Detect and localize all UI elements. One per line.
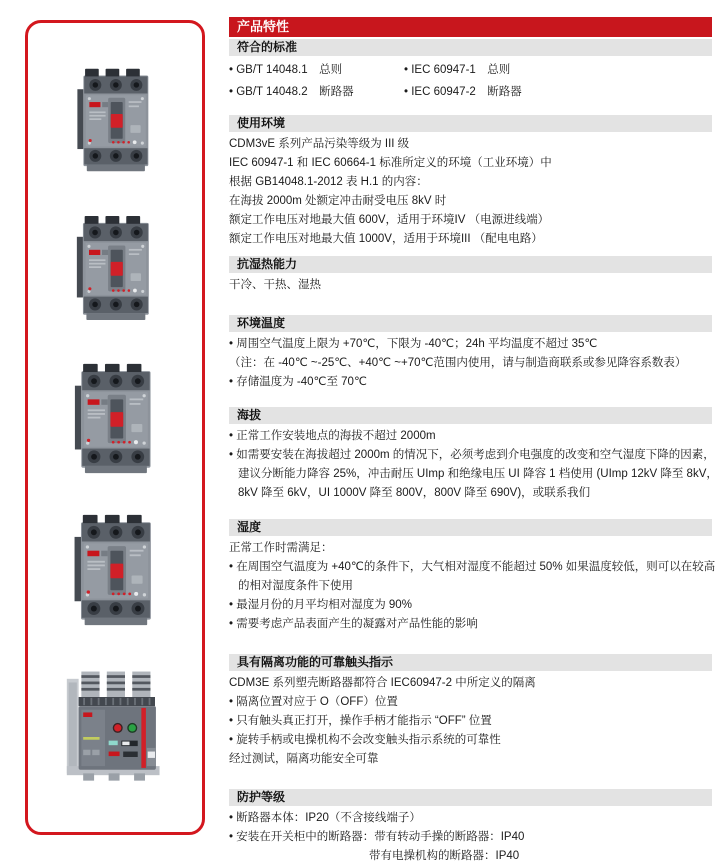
section-body-humidity (229, 536, 716, 634)
text-line: 经过测试，隔离功能安全可靠 (229, 753, 379, 765)
standard-item: • IEC 60947-2 断路器 (404, 86, 522, 98)
section-heading-damp-heat: 抗湿热能力 (229, 256, 712, 273)
text-line: 额定工作电压对地最大值 1000V，适用于环境III （配电电路） (229, 233, 543, 245)
section-body-protection (229, 806, 712, 866)
product-image-acb (65, 666, 165, 788)
product-image-mccb-2 (76, 212, 154, 324)
standard-item: • GB/T 14048.2 断路器 (229, 86, 354, 98)
text-line: 建议分断能力降容 25%，冲击耐压 UImp 和绝缘电压 UI 降容 1 档使用 (UImp 12kV 降至 8kV， (238, 468, 718, 480)
text-line: （注：在 -40℃ ~-25℃、+40℃ ~+70℃范围内使用，请与制造商联系或参见降容系数表） (229, 357, 687, 369)
text-line: • 隔离位置对应于 O（OFF）位置 (229, 696, 398, 708)
standard-item: • GB/T 14048.1 总则 (229, 64, 343, 76)
standards-row (229, 81, 712, 103)
product-image-panel (25, 20, 205, 835)
text-line: CDM3vE 系列产品污染等级为 III 级 (229, 138, 410, 150)
text-line: • 只有触头真正打开，操作手柄才能指示 “OFF” 位置 (229, 715, 492, 727)
section-heading-ambient-temperature: 环境温度 (229, 315, 712, 332)
section-heading-humidity: 湿度 (229, 519, 712, 536)
section-heading-protection: 防护等级 (229, 789, 712, 806)
text-line: IEC 60947-1 和 IEC 60664-1 标准所定义的环境（工业环境）中 (229, 157, 552, 169)
text-line: • 安装在开关柜中的断路器：带有转动手操的断路器：IP40 (229, 831, 525, 843)
text-line: • 断路器本体：IP20（不含接线端子） (229, 812, 421, 824)
text-line: 带有电操机构的断路器：IP40 (369, 850, 520, 862)
section-heading-isolation: 具有隔离功能的可靠触头指示 (229, 654, 712, 671)
product-image-mccb-4 (72, 513, 158, 627)
section-body-environment (229, 132, 712, 249)
section-heading-environment: 使用环境 (229, 115, 712, 132)
standards-row (229, 59, 712, 81)
text-line: 正常工作时需满足： (229, 542, 333, 554)
text-line: • 如需要安装在海拔超过 2000m 的情况下，必须考虑到介电强度的改变和空气湿度下降的因素， (229, 449, 715, 461)
text-line: • 旋转手柄或电操机构不会改变触头指示系统的可靠性 (229, 734, 501, 746)
section-body-altitude (229, 424, 718, 503)
text-line: • 存储温度为 -40℃至 70℃ (229, 376, 367, 388)
text-line: • 正常工作安装地点的海拔不超过 2000m (229, 430, 436, 442)
section-body-ambient-temperature (229, 332, 712, 392)
product-image-mccb-3 (74, 362, 156, 475)
text-line: • 最湿月份的月平均相对湿度为 90% (229, 599, 412, 611)
section-heading-standards: 符合的标准 (229, 39, 712, 56)
product-image-mccb-1 (76, 67, 154, 173)
text-line: 的相对湿度条件下使用 (238, 580, 353, 592)
text-line: 额定工作电压对地最大值 600V，适用于环境IV （电源进线端） (229, 214, 550, 226)
text-line: 8kV 降至 6kV，UI 1000V 降至 800V，800V 降至 690V)，或联系我们 (238, 487, 591, 499)
text-line: 干冷、干热、湿热 (229, 279, 321, 291)
section-body-isolation (229, 671, 712, 769)
text-line: 根据 GB14048.1-2012 表 H.1 的内容： (229, 176, 428, 188)
text-line: • 需要考虑产品表面产生的凝露对产品性能的影响 (229, 618, 478, 630)
section-body-standards (229, 56, 712, 103)
section-heading-altitude: 海拔 (229, 407, 712, 424)
section-body-damp-heat (229, 273, 712, 295)
page-title: 产品特性 (229, 17, 712, 37)
text-line: • 在周围空气温度为 +40℃的条件下，大气相对湿度不能超过 50% 如果温度较低，则可以在较高 (229, 561, 716, 573)
standard-item: • IEC 60947-1 总则 (404, 64, 511, 76)
features-column (229, 17, 718, 866)
text-line: 在海拔 2000m 处额定冲击耐受电压 8kV 时 (229, 195, 447, 207)
text-line: CDM3E 系列塑壳断路器都符合 IEC60947-2 中所定义的隔离 (229, 677, 536, 689)
text-line: • 周围空气温度上限为 +70℃，下限为 -40℃；24h 平均温度不超过 35℃ (229, 338, 598, 350)
